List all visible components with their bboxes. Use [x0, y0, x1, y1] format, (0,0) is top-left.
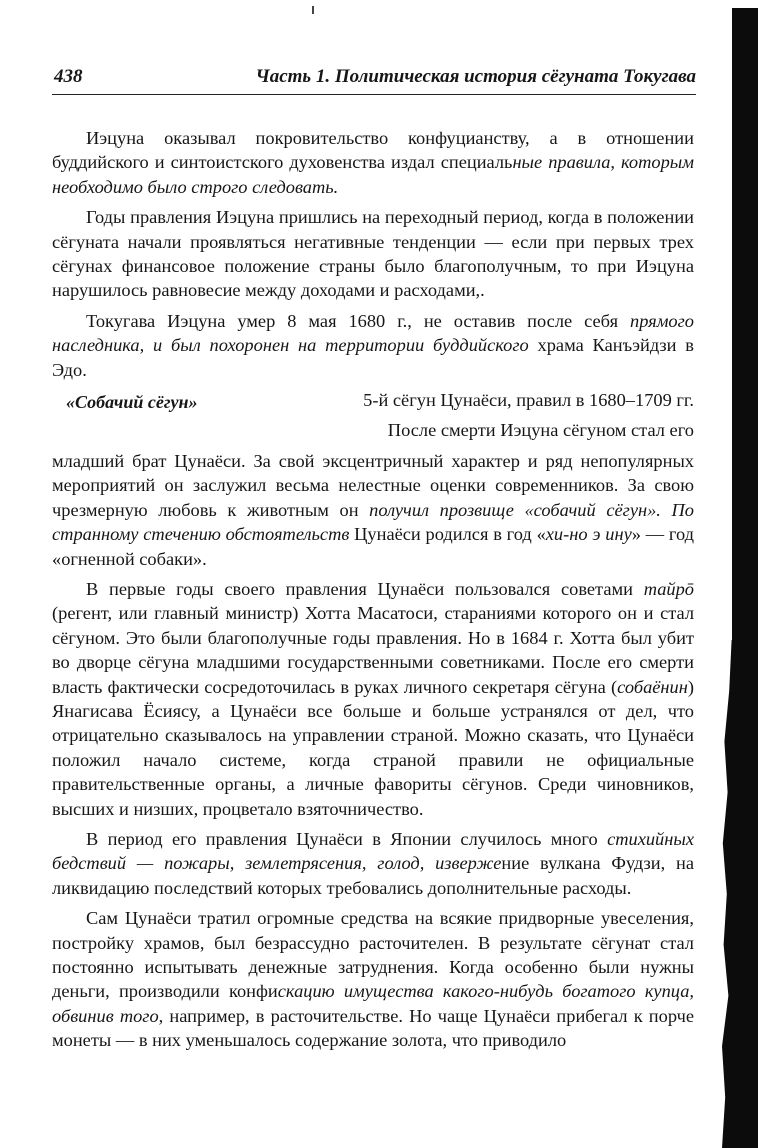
paragraph-group-intro [52, 126, 694, 382]
text-run: В период его правления Цунаёси в Японии случилось много [86, 828, 608, 849]
page-header [52, 62, 696, 95]
scan-speck [312, 6, 314, 14]
italic-text-run: тайрō [643, 578, 694, 599]
italic-text-run: скацию имущества какого-нибудь богатого купца, обвинив того, [52, 981, 694, 1026]
text-run: В первые годы своего правления Цунаёси пользовался советами [86, 578, 644, 599]
text-run: храма Канъэйдзи в Эдо. [52, 335, 694, 380]
text-run: Токугава Иэцуна умер 8 мая 1680 г., не оставив после себя [86, 310, 630, 331]
section-first-line: 5-й сёгун Цунаёси, правил в 1680–1709 гг. [363, 390, 694, 411]
text-run: ние вулкана Фудзи, на ликвидацию последствий которых требовались дополнительные расходы. [52, 853, 694, 898]
text-run: Цунаёси родился в год « [349, 524, 546, 545]
italic-text-run: стихийных бедствий — пожары, землетрясения, голод, изверже [52, 828, 694, 874]
section-dog-shogun [52, 388, 694, 571]
text-run: Годы правления Иэцуна пришлись на переходный период, когда в положении сёгуната начали проявляться негативные тенденции — если при первых трех сёгунах финансовое положение страны было благополучным, то при Иэцуна нарушилось равновесие между доходами и расходами,. [52, 207, 694, 301]
paragraph [52, 205, 694, 303]
text-run: например, в расточительстве. Но чаще Цунаёси прибегал к порче монеты — в них уменьшалось содержание золота, что приводило [52, 1005, 694, 1051]
running-title: Часть 1. Политическая история сёгуната Токугава [255, 66, 696, 87]
section-paragraph [52, 449, 694, 571]
paragraph [52, 827, 694, 900]
text-run: ) Янагисава Ёсиясу, а Цунаёси все больше и больше устранялся от дел, что отрицательно сказывалось на управлении страной. Можно сказать, что Цунаёси положил начало системе, когда страной правили не официальные правительственные органы, а личные фавориты сёгунов. Среди чиновников, высших и низших, процветало взяточничество. [52, 676, 694, 819]
text-run: Сам Цунаёси тратил огромные средства на всякие придворные увеселения, постройку храмов, был безрассудно расточителен. В результате сёгунат стал постоянно испытывать денежные затруднения. Когда особенно были нужны деньги, производили конфи [52, 908, 694, 1002]
text-run: младший брат Цунаёси. За свой эксцентричный характер и ряд непопулярных мероприятий он заслужил весьма нелестные оценки современников. За свою чрезмерную любовь к животным он [52, 450, 694, 520]
section-sidehead: «Собачий сёгун» [66, 392, 198, 413]
page-number: 438 [54, 66, 83, 87]
italic-text-run: ные правила, которым необходимо было строго следовать. [52, 152, 694, 197]
italic-text-run: хи-но э ину [545, 524, 632, 545]
italic-text-run: собаёнин [617, 676, 688, 697]
paragraph-group-main [52, 577, 694, 1053]
text-run: Иэцуна оказывал покровительство конфуцианству, а в отношении буддийского и синтоистского духовенства издал специаль [52, 128, 694, 173]
paragraph [52, 906, 694, 1052]
italic-text-run: получил прозвище «собачий сёгун». По странному стечению обстоятельств [52, 499, 694, 545]
paragraph [52, 309, 694, 382]
text-run: » — год «огненной собаки». [52, 524, 694, 569]
text-run: (регент, или главный министр) Хотта Масатоси, стараниями которого он и стал сёгуном. Это были благополучные годы правления. Но в 1684 г. Хотта был убит во дворце сёгуна младшими государственными советниками. После его смерти власть фактически сосредоточилась в руках личного секретаря сёгуна ( [52, 603, 694, 697]
paragraph [52, 577, 694, 821]
paragraph [52, 126, 694, 199]
body-text [52, 126, 694, 1059]
section-second-line: После смерти Иэцуна сёгуном стал его [387, 420, 694, 441]
scan-edge-ragged [722, 640, 738, 1148]
italic-text-run: прямого наследника, и был похоронен на территории буддийского [52, 310, 694, 356]
